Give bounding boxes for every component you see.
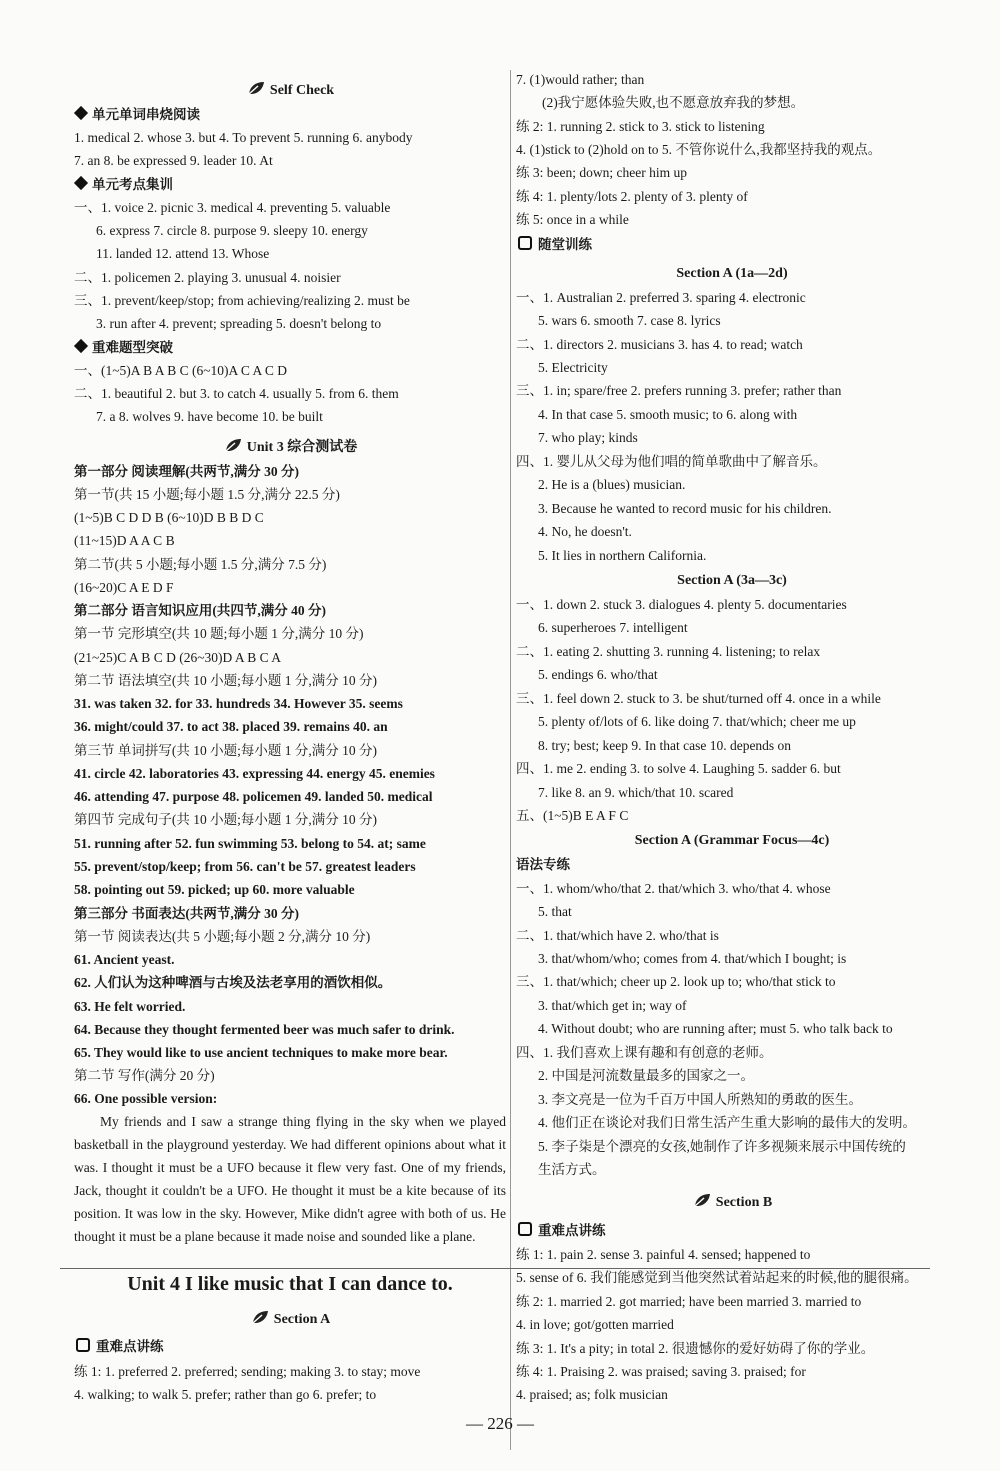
answer-line: 4. walking; to walk 5. prefer; rather than go 6. prefer; to [74,1387,377,1402]
answer-line: 第二节(共 5 小题;每小题 1.5 分,满分 7.5 分) [74,557,327,572]
answer-line: 第一节 阅读表达(共 5 小题;每小题 2 分,满分 10 分) [74,929,371,944]
answer-line: 第二节 语法填空(共 10 小题;每小题 1 分,满分 10 分) [74,673,377,688]
answer-line: 7. who play; kinds [538,430,638,445]
answer-line: 5. Electricity [538,360,608,375]
answer-line: 41. circle 42. laboratories 43. expressing 44. energy 45. enemies [74,766,435,781]
answer-line: 练 3: been; down; cheer him up [516,165,687,180]
subheading: 单元考点集训 [74,175,173,195]
answer-line: 51. running after 52. fun swimming 53. belong to 54. at; same [74,836,426,851]
unit3-heading: Unit 3 综合测试卷 [74,437,506,458]
unit4-title: Unit 4 I like music that I can dance to. [127,1273,453,1295]
answer-line: 62. 人们认为这种啤酒与古埃及法老享用的酒饮相似。 [74,975,392,990]
answer-line: 4. No, he doesn't. [538,524,632,539]
answer-line: 3. that/which get in; way of [538,998,687,1013]
answer-line: 4. in love; got/gotten married [516,1317,674,1332]
answer-line: 66. One possible version: [74,1091,218,1106]
answer-line: 练 4: 1. plenty/lots 2. plenty of 3. plenty of [516,189,748,204]
answer-line: 31. was taken 32. for 33. hundreds 34. However 35. seems [74,696,403,711]
answer-line: 65. They would like to use ancient techniques to make more bear. [74,1045,448,1060]
answer-line: 63. He felt worried. [74,999,186,1014]
answer-line: (21~25)C A B C D (26~30)D A B C A [74,650,282,665]
page-number: — 226 — [466,1414,534,1433]
answer-line: 7. (1)would rather; than [516,72,645,87]
answer-line: 第一节(共 15 小题;每小题 1.5 分,满分 22.5 分) [74,487,340,502]
answer-line: 6. express 7. circle 8. purpose 9. sleepy 10. energy [96,223,368,238]
answer-line: 5. plenty of/lots of 6. like doing 7. that/which; cheer me up [538,714,856,729]
part-heading: 第三部分 书面表达(共两节,满分 30 分) [74,906,299,921]
answer-line: 58. pointing out 59. picked; up 60. more valuable [74,882,355,897]
answer-line: 55. prevent/stop/keep; from 56. can't be 57. greatest leaders [74,859,416,874]
answer-line: 四、1. 我们喜欢上课有趣和有创意的老师。 [516,1045,773,1060]
answer-line: (16~20)C A E D F [74,580,174,595]
answer-line: 5. It lies in northern California. [538,548,707,563]
column-divider [510,70,511,1450]
answer-line: 4. Without doubt; who are running after; must 5. who talk back to [538,1021,893,1036]
section-heading: Section A (3a—3c) [677,573,787,588]
answer-line: 3. 李文亮是一位为千百万中国人所熟知的勇敢的医生。 [538,1092,862,1107]
leaf-icon [246,80,266,96]
section-heading: Section A (Grammar Focus—4c) [634,833,830,848]
answer-line: 5. that [538,904,572,919]
answer-line: 4. 他们正在谈论对我们日常生活产生重大影响的最伟大的发明。 [538,1115,916,1130]
answer-line: 第一节 完形填空(共 10 题;每小题 1 分,满分 10 分) [74,626,364,641]
answer-line: (1~5)B C D D B (6~10)D B B D C [74,510,264,525]
answer-line: 练 1: 1. pain 2. sense 3. painful 4. sensed; happened to [516,1247,811,1262]
rounded-square-icon [76,1338,90,1352]
rounded-square-icon [518,236,532,250]
answer-line: 一、1. voice 2. picnic 3. medical 4. preventing 5. valuable [74,200,391,215]
answer-line: 7. an 8. be expressed 9. leader 10. At [74,153,273,168]
diamond-icon [74,106,88,120]
leaf-icon [223,437,243,453]
answer-line: 4. praised; as; folk musician [516,1387,668,1402]
answer-line: 练 4: 1. Praising 2. was praised; saving 3. praised; for [516,1364,806,1379]
diamond-icon [74,339,88,353]
answer-line: 练 2: 1. married 2. got married; have been married 3. married to [516,1294,862,1309]
answer-line: 二、1. policemen 2. playing 3. unusual 4. noisier [74,270,341,285]
subheading: 单元单词串烧阅读 [74,105,200,125]
answer-line: 46. attending 47. purpose 48. policemen 49. landed 50. medical [74,789,433,804]
answer-line: (2)我宁愿体验失败,也不愿意放弃我的梦想。 [542,95,805,110]
answer-line: 5. sense of 6. 我们能感觉到当他突然试着站起来的时候,他的腿很痛。 [516,1270,918,1285]
subheading: 语法专练 [516,857,570,872]
answer-line: 3. run after 4. prevent; spreading 5. doesn't belong to [96,316,382,331]
answer-line: 3. that/whom/who; comes from 4. that/which I bought; is [538,951,847,966]
subheading: 重难题型突破 [74,338,173,358]
answer-line: 第四节 完成句子(共 10 小题;每小题 1 分,满分 10 分) [74,812,377,827]
answer-line: 2. He is a (blues) musician. [538,477,686,492]
answer-line: 二、1. eating 2. shutting 3. running 4. listening; to relax [516,644,821,659]
part-heading: 第一部分 阅读理解(共两节,满分 30 分) [74,464,299,479]
diamond-icon [74,176,88,190]
subheading: 重难点讲练 [74,1337,164,1357]
answer-line: 3. Because he wanted to record music for his children. [538,501,832,516]
section-heading: Section A (1a—2d) [676,266,788,281]
answer-line: 第三节 单词拼写(共 10 小题;每小题 1 分,满分 10 分) [74,743,377,758]
answer-line: 1. medical 2. whose 3. but 4. To prevent 5. running 6. anybody [74,130,413,145]
answer-line: 二、1. directors 2. musicians 3. has 4. to read; watch [516,337,803,352]
leaf-icon [250,1309,270,1325]
leaf-icon [692,1192,712,1208]
answer-line: 二、1. beautiful 2. but 3. to catch 4. usually 5. from 6. them [74,386,399,401]
answer-line: 11. landed 12. attend 13. Whose [96,246,270,261]
part-heading: 第二部分 语言知识应用(共四节,满分 40 分) [74,603,326,618]
subheading: 重难点讲练 [516,1221,606,1241]
self-check-heading: Self Check [74,80,506,101]
answer-line: 4. (1)stick to (2)hold on to 5. 不管你说什么,我都坚持我的观点。 [516,142,882,157]
answer-line: 第二节 写作(满分 20 分) [74,1068,215,1083]
rounded-square-icon [518,1222,532,1236]
subheading: 随堂训练 [516,235,592,255]
answer-line: 三、1. that/which; cheer up 2. look up to; who/that stick to [516,974,836,989]
answer-line: 四、1. 婴儿从父母为他们唱的简单歌曲中了解音乐。 [516,454,827,469]
answer-line: 2. 中国是河流数量最多的国家之一。 [538,1068,754,1083]
answer-line: 练 3: 1. It's a pity; in total 2. 很遗憾你的爱好妨碍了你的学业。 [516,1341,875,1356]
answer-line: 8. try; best; keep 9. In that case 10. depends on [538,738,792,753]
answer-line: 36. might/could 37. to act 38. placed 39. remains 40. an [74,719,388,734]
answer-line: 5. endings 6. who/that [538,667,658,682]
answer-line: 61. Ancient yeast. [74,952,175,967]
answer-line: 四、1. me 2. ending 3. to solve 4. Laughing 5. sadder 6. but [516,761,841,776]
answer-line: 4. In that case 5. smooth music; to 6. along with [538,407,798,422]
answer-line: 一、(1~5)A B A B C (6~10)A C A C D [74,363,288,378]
answer-line: 五、(1~5)B E A F C [516,808,629,823]
answer-line: (11~15)D A A C B [74,533,175,548]
answer-line: 三、1. prevent/keep/stop; from achieving/realizing 2. must be [74,293,410,308]
answer-line: 64. Because they thought fermented beer was much safer to drink. [74,1022,455,1037]
section-b-heading: Section B [516,1192,948,1213]
sample-essay: My friends and I saw a strange thing flying in the sky when we played basketball in the playground yesterday. We had different opinions about what it was. I thought it must be a UFO because it flew very fast. One of my friends, Jack, thought it couldn't be a UFO. He thought it must be a kite because of its position. It was low in the sky. However, Mike didn't agree with both of us. He thought it must be a plane because it made noise and sounded like a plane. [74,1114,506,1244]
answer-line: 三、1. feel down 2. stuck to 3. be shut/turned off 4. once in a while [516,691,881,706]
answer-line: 一、1. down 2. stuck 3. dialogues 4. plenty 5. documentaries [516,597,847,612]
answer-line: 二、1. that/which have 2. who/that is [516,928,719,943]
answer-line: 一、1. whom/who/that 2. that/which 3. who/that 4. whose [516,881,831,896]
answer-line: 练 5: once in a while [516,212,629,227]
answer-line: 练 2: 1. running 2. stick to 3. stick to listening [516,119,765,134]
answer-line: 练 1: 1. preferred 2. preferred; sending; making 3. to stay; move [74,1364,421,1379]
answer-line: 5. 李子柒是个漂亮的女孩,她制作了许多视频来展示中国传统的 [538,1139,906,1154]
answer-line: 一、1. Australian 2. preferred 3. sparing 4. electronic [516,290,806,305]
answer-line: 5. wars 6. smooth 7. case 8. lyrics [538,313,721,328]
answer-line: 三、1. in; spare/free 2. prefers running 3. prefer; rather than [516,383,842,398]
answer-line: 6. superheroes 7. intelligent [538,620,688,635]
answer-line: 7. like 8. an 9. which/that 10. scared [538,785,734,800]
answer-line: 7. a 8. wolves 9. have become 10. be built [96,409,323,424]
answer-line: 生活方式。 [538,1162,606,1177]
unit4-section-heading: Section A [74,1309,506,1330]
